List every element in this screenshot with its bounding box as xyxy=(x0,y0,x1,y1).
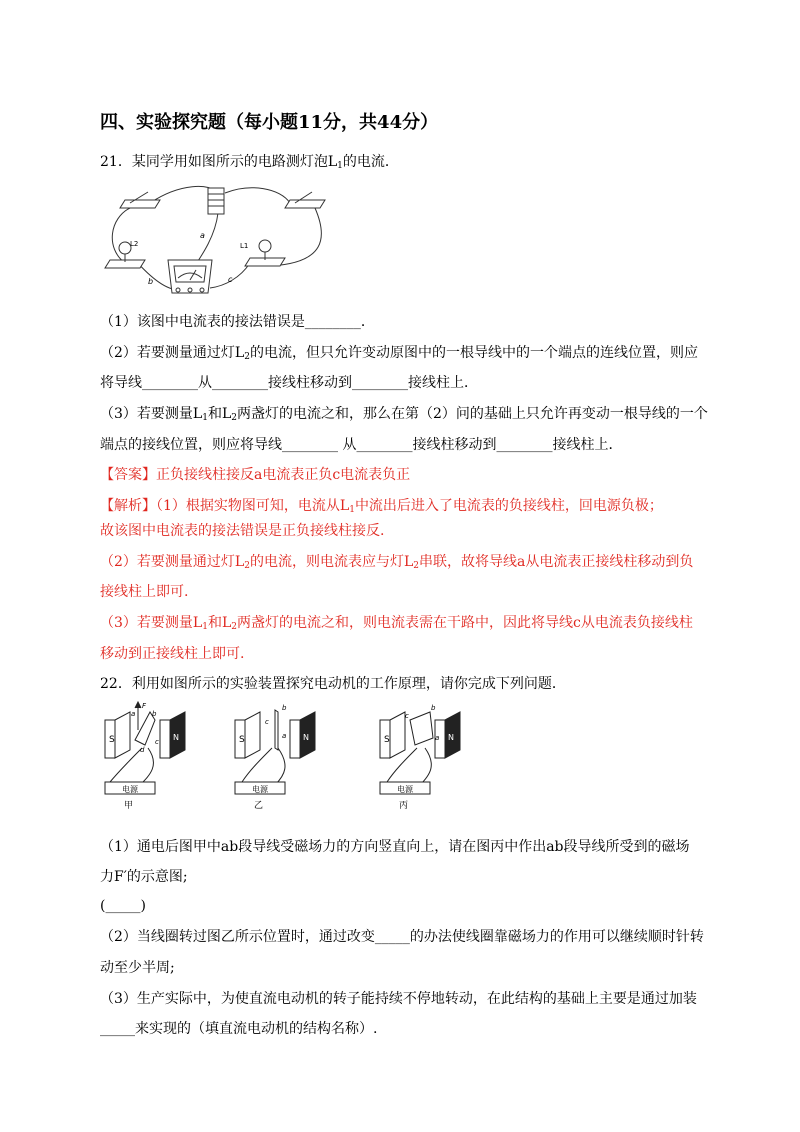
bing-s-label: S xyxy=(384,735,390,745)
jia-c-label: c xyxy=(155,738,159,746)
q21-analysis-line1: 【解析】（1）根据实物图可知，电流从$L_1$中流出后进入了电流表的负接线柱，回电源负极； xyxy=(100,498,663,515)
q22-part3-line1: （3）生产实际中，为使直流电动机的转子能持续不停地转动，在此结构的基础上主要是通过加装 xyxy=(100,991,697,1007)
q21-answer: 【答案】正负接线柱接反a电流表正负c电流表负正 xyxy=(100,467,411,483)
label-l1: L1 xyxy=(240,242,249,250)
bing-c-label: c xyxy=(405,712,409,720)
q21-stem: 21．某同学用如图所示的电路测灯泡$L_1$的电流． xyxy=(100,154,399,171)
jia-a-label: a xyxy=(131,710,136,718)
jia-d-label: d xyxy=(140,746,145,754)
q21-circuit-figure xyxy=(100,178,330,300)
label-l2: L2 xyxy=(130,240,139,248)
q22-part2-line2: 动至少半周; xyxy=(100,960,175,976)
q22-part1-blank: (_____) xyxy=(100,898,146,914)
q21-analysis-line2: 故该图中电流表的接法错误是正负接线柱接反. xyxy=(100,523,385,539)
wire-a-label: a xyxy=(200,231,205,240)
q22-part1-line2: 力F′的示意图; xyxy=(100,869,188,885)
q22-part2-line1: （2）当线圈转过图乙所示位置时，通过改变_____的办法使线圈靠磁场力的作用可以继续顺时针转 xyxy=(100,929,704,945)
q22-motor-figure-yi xyxy=(230,700,330,812)
q21-analysis-line3: （2）若要测量通过灯$L_2$的电流，则电流表应与灯$L_2$串联，故将导线a从电流表正接线柱移动到负 xyxy=(100,554,694,571)
jia-n-label: N xyxy=(173,733,179,742)
jia-power-label: 电源 xyxy=(122,785,138,794)
yi-power-label: 电源 xyxy=(252,785,268,794)
bing-a-label: a xyxy=(435,734,440,742)
yi-c-label: c xyxy=(265,718,269,726)
q21-analysis-line5: （3）若要测量$L_1$和$L_2$两盏灯的电流之和，则电流表需在干路中，因此将导线c从电流表负接线柱 xyxy=(100,615,693,632)
jia-s-label: S xyxy=(109,735,115,745)
q21-part2-line1: （2）若要测量通过灯$L_2$的电流，但只允许变动原图中的一根导线中的一个端点的连线位置，则应 xyxy=(100,345,698,362)
bing-power-label: 电源 xyxy=(397,785,413,794)
bing-n-label: N xyxy=(448,733,454,742)
yi-n-label: N xyxy=(303,733,309,742)
wire-b-label: b xyxy=(148,277,154,286)
yi-b-label: b xyxy=(282,704,287,712)
q21-analysis-line4: 接线柱上即可. xyxy=(100,584,189,600)
q21-part1: （1）该图中电流表的接法错误是________． xyxy=(100,314,375,330)
bing-caption: 丙 xyxy=(399,801,409,811)
jia-caption: 甲 xyxy=(124,801,134,811)
q22-motor-figure-jia xyxy=(100,700,200,812)
jia-b-label: b xyxy=(152,710,157,718)
q21-part2-line2: 将导线________从________接线柱移动到________接线柱上． xyxy=(100,375,478,391)
bing-b-label: b xyxy=(431,704,436,712)
q22-motor-figure-bing xyxy=(375,700,475,812)
q22-part3-line2: _____来实现的（填直流电动机的结构名称）. xyxy=(100,1021,378,1037)
wire-c-label: c xyxy=(228,275,233,284)
q21-part3-line1: （3）若要测量$L_1$和$L_2$两盏灯的电流之和，那么在第（2）问的基础上只允许再变动一根导线的一个 xyxy=(100,406,708,423)
jia-f-label: F xyxy=(142,702,147,710)
yi-s-label: S xyxy=(239,735,245,745)
q22-stem: 22．利用如图所示的实验装置探究电动机的工作原理，请你完成下列问题． xyxy=(100,676,566,692)
q21-analysis-line6: 移动到正接线柱上即可. xyxy=(100,646,245,662)
yi-caption: 乙 xyxy=(254,801,264,811)
q22-part1-line1: （1）通电后图甲中ab段导线受磁场力的方向竖直向上，请在图丙中作出ab段导线所受到的磁场 xyxy=(100,839,690,855)
section-title: 四、实验探究题（每小题11分，共44分） xyxy=(100,112,439,133)
q21-part3-line2: 端点的接线位置，则应将导线________ 从________接线柱移动到________接线柱上． xyxy=(100,437,623,453)
yi-a-label: a xyxy=(282,732,287,740)
